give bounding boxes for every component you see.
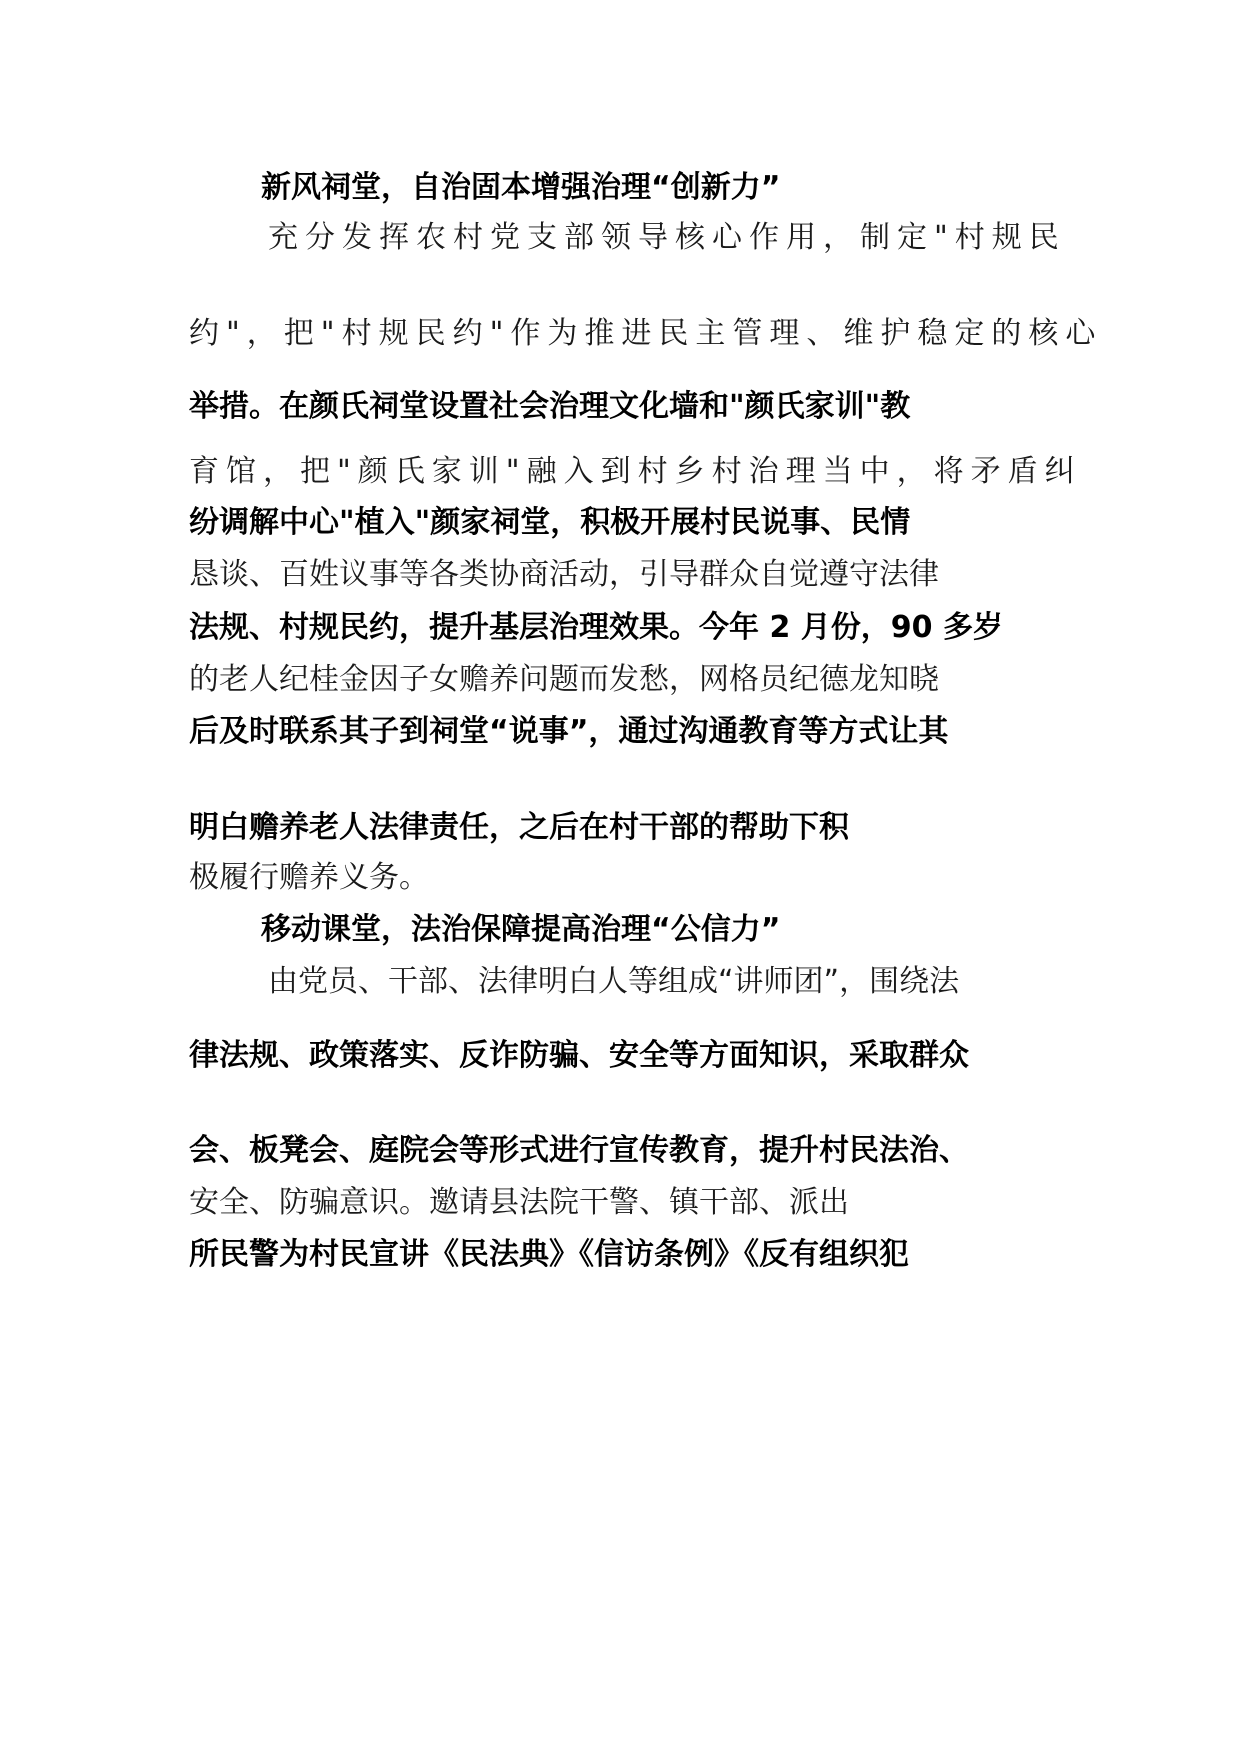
- paragraph-line: 恳谈、百姓议事等各类协商活动，引导群众自觉遵守法律: [189, 557, 939, 592]
- section-heading: 移动课堂，法治保障提高治理“公信力”: [261, 912, 781, 947]
- paragraph-line: 育馆，把"颜氏家训"融入到村乡村治理当中，将矛盾纠: [189, 454, 1082, 489]
- paragraph-line: 的老人纪桂金因子女赡养问题而发愁，网格员纪德龙知晓: [189, 662, 939, 697]
- paragraph-line: 后及时联系其子到祠堂“说事”，通过沟通教育等方式让其: [189, 714, 949, 749]
- paragraph-line: 法规、村规民约，提升基层治理效果。今年 2 月份，90 多岁: [189, 610, 1003, 645]
- paragraph-line: 约"，把"村规民约"作为推进民主管理、维护稳定的核心: [189, 316, 1103, 351]
- section-heading: 新风祠堂，自治固本增强治理“创新力”: [261, 170, 781, 205]
- paragraph-line: 纷调解中心"植入"颜家祠堂，积极开展村民说事、民情: [189, 505, 911, 540]
- paragraph-line: 明白赡养老人法律责任，之后在村干部的帮助下积: [189, 810, 849, 845]
- paragraph-line: 极履行赡养义务。: [189, 860, 429, 895]
- paragraph-line: 充分发挥农村党支部领导核心作用，制定"村规民: [268, 220, 1066, 255]
- paragraph-line: 会、板凳会、庭院会等形式进行宣传教育，提升村民法治、: [189, 1133, 969, 1168]
- paragraph-line: 安全、防骗意识。邀请县法院干警、镇干部、派出: [189, 1185, 849, 1220]
- paragraph-line: 所民警为村民宣讲《民法典》《信访条例》《反有组织犯: [189, 1237, 909, 1272]
- paragraph-line: 律法规、政策落实、反诈防骗、安全等方面知识，采取群众: [189, 1038, 969, 1073]
- paragraph-line: 举措。在颜氏祠堂设置社会治理文化墙和"颜氏家训"教: [189, 389, 911, 424]
- paragraph-line: 由党员、干部、法律明白人等组成“讲师团”，围绕法: [268, 964, 960, 999]
